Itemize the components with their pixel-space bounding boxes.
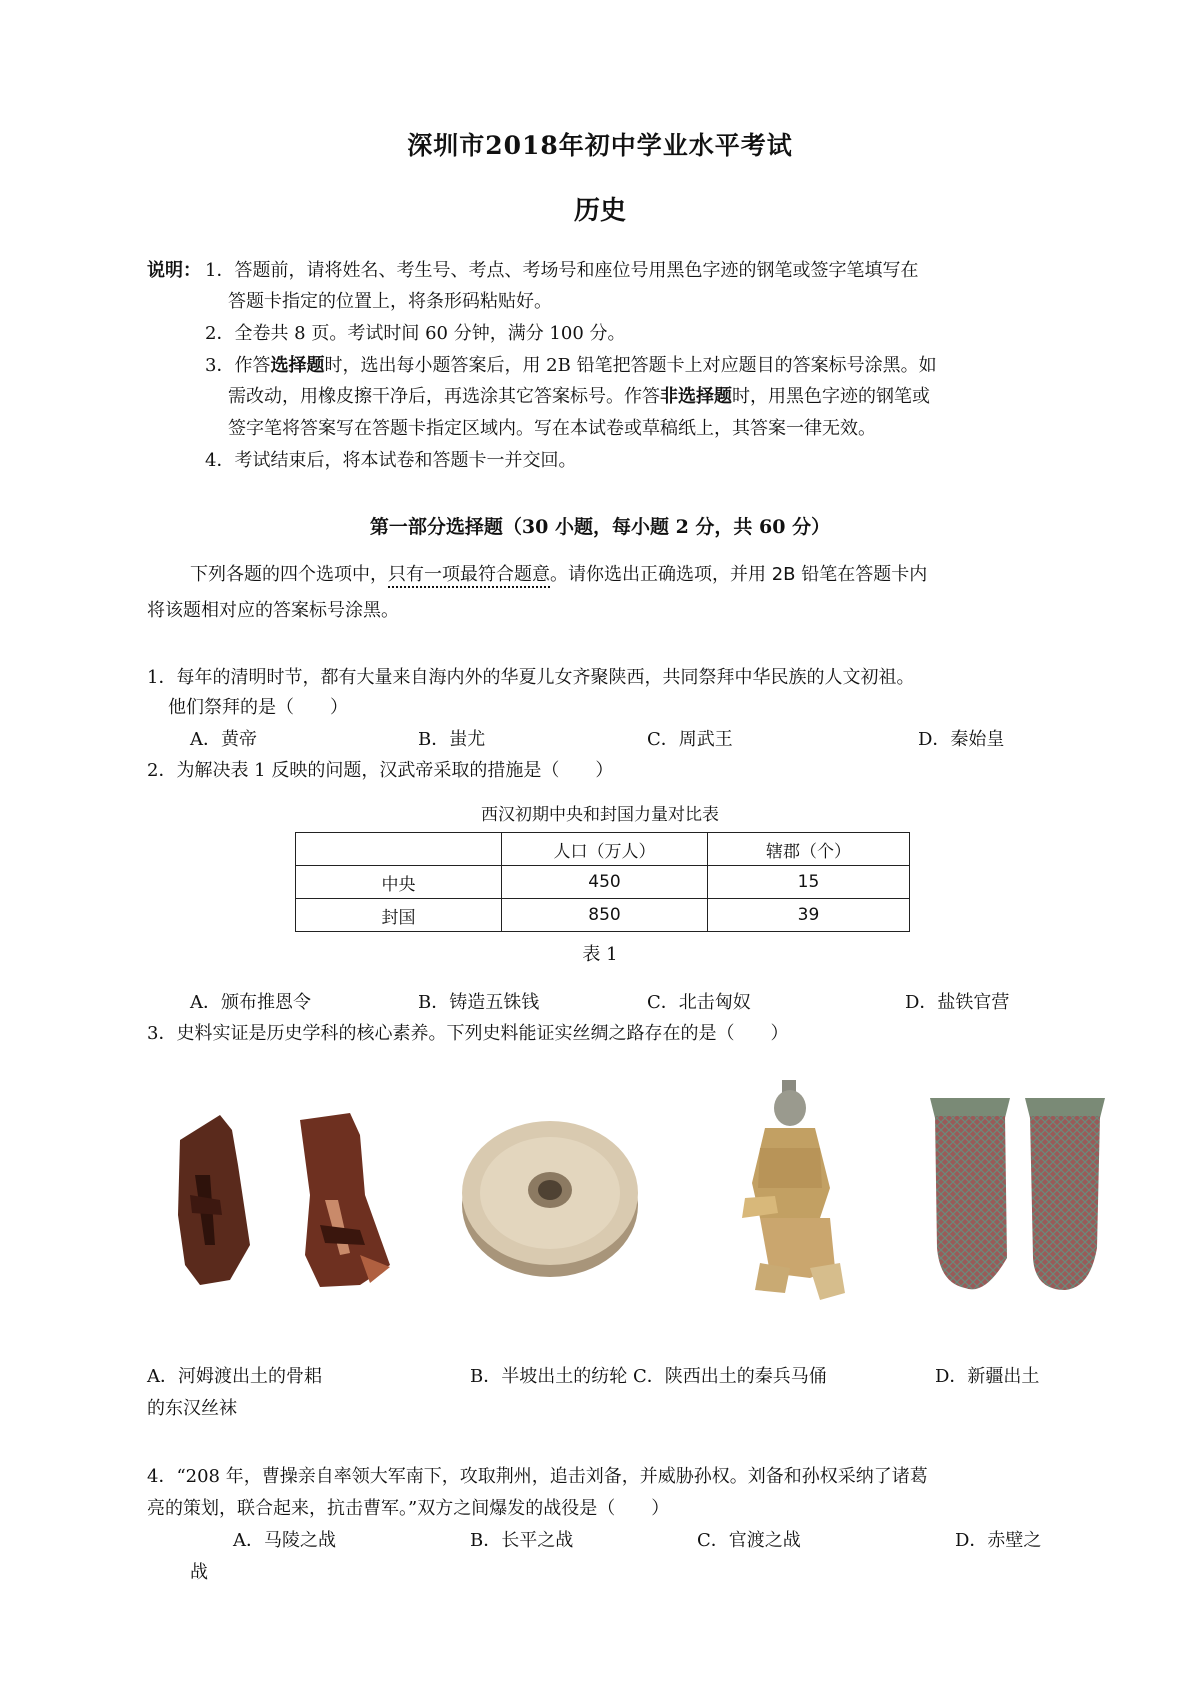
table-header-cell	[296, 833, 502, 866]
spindle-whorl-image	[455, 1105, 645, 1285]
instruction-3b-c: 时，用黑色字迹的钢笔或	[732, 386, 930, 407]
section-intro-line2: 将该题相对应的答案标号涂黑。	[147, 600, 399, 621]
section-intro-emphasis: 只有一项最符合题意	[388, 564, 550, 585]
instruction-3b-bold: 非选择题	[660, 386, 732, 407]
q1-option-a: A．黄帝	[190, 729, 257, 750]
bone-tool-image	[160, 1105, 400, 1305]
table-cell: 中央	[296, 866, 502, 899]
q4-option-b: B．长平之战	[470, 1530, 574, 1551]
force-comparison-table	[295, 832, 910, 932]
section-intro-a: 下列各题的四个选项中，	[190, 564, 388, 585]
q2-option-a: A．颁布推恩令	[190, 992, 311, 1013]
q3-option-d-wrap: 的东汉丝袜	[147, 1398, 237, 1419]
q2-stem: 2．为解决表 1 反映的问题，汉武帝采取的措施是（ ）	[147, 760, 614, 781]
section-intro-c: 。请你选出正确选项，并用 2B 铅笔在答题卡内	[550, 564, 928, 585]
q3-option-a: A．河姆渡出土的骨耜	[147, 1366, 322, 1387]
table-row	[296, 866, 910, 899]
q1-option-b: B．蚩尤	[418, 729, 486, 750]
table-cell: 39	[708, 899, 910, 932]
instruction-1-cont: 答题卡指定的位置上，将条形码粘贴好。	[228, 291, 552, 312]
table-row	[296, 899, 910, 932]
instruction-3-line3: 签字笔将答案写在答题卡指定区域内。写在本试卷或草稿纸上，其答案一律无效。	[228, 418, 876, 439]
subject-title: 历史	[573, 196, 626, 226]
q4-option-d: D．赤壁之	[955, 1530, 1042, 1551]
section-intro	[190, 560, 927, 586]
table-cell: 15	[708, 866, 910, 899]
q2-option-c: C．北击匈奴	[647, 992, 751, 1013]
silk-socks-image	[925, 1098, 1110, 1298]
table-cell: 450	[502, 866, 708, 899]
terracotta-warrior-image	[730, 1078, 860, 1308]
q3-option-bc: B．半坡出土的纺轮 C．陕西出土的秦兵马俑	[470, 1366, 827, 1387]
q3-option-d: D．新疆出土	[935, 1366, 1040, 1387]
table-header-cell: 辖郡（个）	[708, 833, 910, 866]
q4-option-c: C．官渡之战	[697, 1530, 801, 1551]
instruction-3-a: 3．作答	[205, 355, 271, 376]
q2-option-b: B．铸造五铢钱	[418, 992, 540, 1013]
q4-option-d-wrap: 战	[190, 1562, 208, 1583]
exam-title: 深圳市2018年初中学业水平考试	[407, 131, 793, 160]
q3-stem: 3．史料实证是历史学科的核心素养。下列史料能证实丝绸之路存在的是（ ）	[147, 1023, 789, 1044]
table-cell: 封国	[296, 899, 502, 932]
instruction-3-bold: 选择题	[270, 355, 325, 376]
q1-option-c: C．周武王	[647, 729, 733, 750]
q2-option-d: D．盐铁官营	[905, 992, 1010, 1013]
instructions-label: 说明：	[147, 260, 201, 281]
table-cell: 850	[502, 899, 708, 932]
table-header-cell: 人口（万人）	[502, 833, 708, 866]
instruction-3	[205, 351, 937, 377]
instruction-3-line2	[228, 382, 930, 408]
q1-stem-cont: 他们祭拜的是（ ）	[168, 697, 348, 718]
instruction-1: 1．答题前，请将姓名、考生号、考点、考场号和座位号用黑色字迹的钢笔或签字笔填写在	[205, 260, 919, 281]
table-header-row	[296, 833, 910, 866]
instruction-3-c: 时，选出每小题答案后，用 2B 铅笔把答题卡上对应题目的答案标号涂黑。如	[324, 355, 937, 376]
table-title: 西汉初期中央和封国力量对比表	[481, 805, 719, 825]
instruction-2: 2．全卷共 8 页。考试时间 60 分钟，满分 100 分。	[205, 323, 626, 344]
section-heading: 第一部分选择题（30 小题，每小题 2 分，共 60 分）	[369, 516, 831, 538]
q4-option-a: A．马陵之战	[233, 1530, 336, 1551]
q1-stem: 1．每年的清明时节，都有大量来自海内外的华夏儿女齐聚陕西，共同祭拜中华民族的人文初祖。	[147, 667, 915, 688]
q4-stem-cont: 亮的策划，联合起来，抗击曹军。”双方之间爆发的战役是（ ）	[147, 1498, 670, 1519]
instruction-3b-a: 需改动，用橡皮擦干净后，再选涂其它答案标号。作答	[228, 386, 660, 407]
q1-option-d: D．秦始皇	[918, 729, 1005, 750]
table-caption: 表 1	[582, 944, 618, 965]
q4-stem: 4．“208 年，曹操亲自率领大军南下，攻取荆州，追击刘备，并威胁孙权。刘备和孙权采纳了诸葛	[147, 1466, 928, 1487]
instruction-4: 4．考试结束后，将本试卷和答题卡一并交回。	[205, 450, 577, 471]
